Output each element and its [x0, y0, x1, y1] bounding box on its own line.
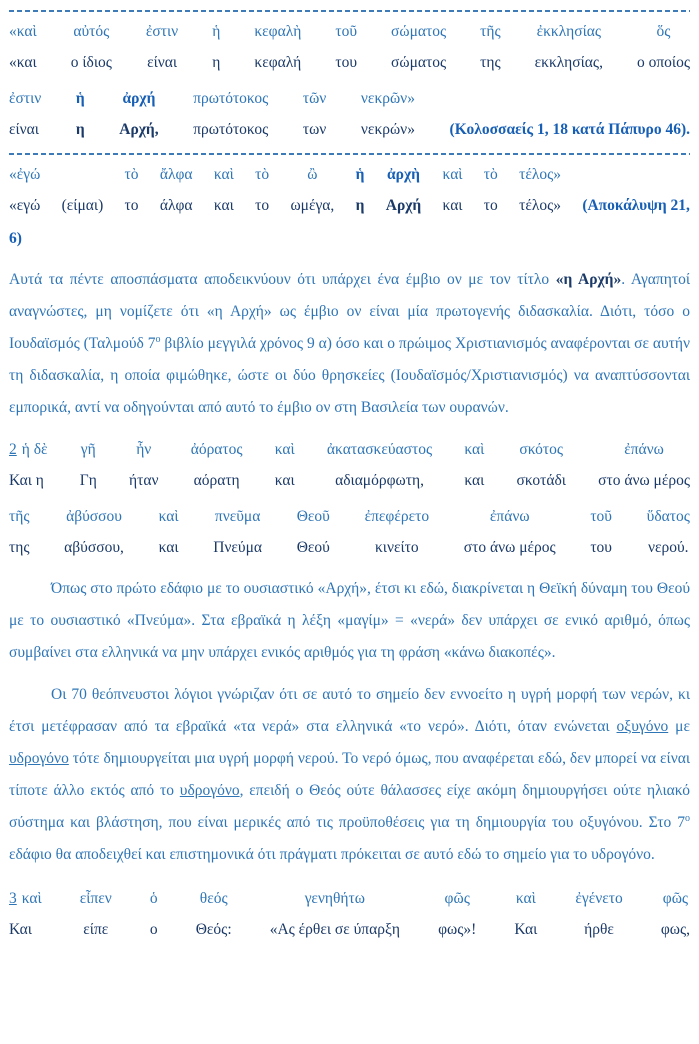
ancient-word: τὸ — [124, 166, 139, 183]
word-cell — [356, 159, 365, 221]
ancient-word: γενηθήτω — [304, 890, 365, 907]
ancient-word: καὶ — [515, 890, 536, 907]
ancient-word: ἀρχὴ — [387, 166, 420, 183]
word-cell — [464, 501, 556, 563]
modern-word: των — [302, 121, 327, 138]
ancient-word: ἐστιν — [9, 90, 42, 107]
ancient-word: ἐπάνω — [489, 508, 530, 525]
ancient-word — [62, 159, 104, 190]
ancient-word: καὶ — [274, 441, 295, 458]
body-paragraph-archi-pneuma — [9, 573, 690, 669]
word-cell — [80, 434, 97, 496]
modern-word: κινείτο — [375, 539, 419, 556]
modern-word: είναι — [9, 121, 39, 138]
ancient-word: τοῦ — [335, 23, 358, 40]
modern-word: πρωτότοκος — [193, 121, 269, 138]
ancient-word: πρωτότοκος — [193, 90, 269, 107]
word-cell — [255, 159, 269, 221]
ancient-word: «ἐγώ — [9, 166, 41, 183]
word-cell — [191, 434, 243, 496]
modern-word: Αρχή — [385, 197, 422, 214]
word-cell — [290, 159, 334, 221]
ancient-word: τῆς — [480, 23, 501, 40]
modern-word: σώματος — [391, 54, 447, 71]
underlined-term: οξυγόνο — [616, 718, 669, 735]
word-cell — [9, 16, 37, 78]
word-cell — [327, 434, 432, 496]
modern-word: και — [442, 197, 463, 214]
word-cell — [213, 501, 262, 563]
dashed-separator-middle — [9, 153, 690, 155]
word-cell — [146, 16, 178, 78]
word-cell — [514, 883, 537, 945]
modern-word: κεφαλή — [254, 54, 302, 71]
ancient-word: ἡ — [212, 23, 221, 40]
ancient-word: τὸ — [255, 166, 270, 183]
text-run: Όπως στο πρώτο εδάφιο με το ουσιαστικό «Αρχή», έτσι κι εδώ, διακρίνεται η Θεϊκή δύναμη του Θεού με το ουσιαστικό «Πνεύμα». Στα εβραϊκά η λέξη «μαγίμ» = «νερά» δεν υπάρχει σε ενικό αριθμό, όπως συμβαίνει στα ελληνικά να μην υπάρχει ενικός αριθμός για τη φράση «κάνω διακοπές». — [9, 580, 690, 661]
body-paragraph-seventy-scholars — [9, 679, 690, 871]
word-cell — [62, 159, 104, 221]
word-cell — [480, 16, 500, 78]
ancient-word: ὅς — [656, 23, 671, 40]
ancient-word: «καὶ — [9, 23, 37, 40]
word-cell — [365, 501, 430, 563]
ancient-word: γῆ — [80, 441, 96, 458]
modern-word: και — [464, 472, 485, 489]
ancient-word: ἀρχή — [122, 90, 156, 107]
word-cell — [484, 159, 498, 221]
verse-number: 3 — [9, 890, 17, 907]
word-cell — [386, 159, 421, 221]
modern-word: άλφα — [159, 197, 193, 214]
ancient-word: ἐπάνω — [624, 441, 664, 458]
word-cell — [519, 159, 561, 221]
modern-word: σκοτάδι — [516, 472, 566, 489]
modern-word: αδιαμόρφωτη, — [335, 472, 424, 489]
verse-row — [9, 159, 690, 221]
citation-spacer — [582, 159, 690, 190]
ancient-word: ὢ — [307, 166, 318, 183]
text-run: ο — [155, 333, 161, 345]
ancient-word: 3 καὶ — [9, 890, 42, 907]
modern-word: το — [483, 197, 498, 214]
word-cell — [212, 16, 220, 78]
modern-word: Θεού — [296, 539, 330, 556]
verse-row — [9, 434, 690, 496]
dashed-separator-top — [9, 10, 690, 12]
verse-row — [9, 16, 690, 78]
ancient-word: πνεῦμα — [214, 508, 261, 525]
ancient-word: ἀβύσσου — [66, 508, 122, 525]
word-cell — [647, 501, 690, 563]
word-cell — [119, 83, 158, 145]
ancient-word: 2 ἡ δὲ — [9, 441, 48, 458]
word-cell — [361, 83, 415, 145]
text-run: , επειδή ο Θεός ούτε θάλασσες είχε ακόμη δημιουργήσει ούτε ηλιακό σύστημα και βλάστηση, που είναι μερικές από τις προϋποθέσεις για τη δημιουργία του οξυγόνου. Στο 7 — [9, 782, 690, 831]
word-cell — [464, 434, 484, 496]
modern-word: ο — [149, 921, 158, 938]
body-paragraph-five-excerpts — [9, 264, 690, 424]
word-cell — [9, 83, 41, 145]
word-cell — [637, 16, 690, 78]
verse-block-colossians-1-18 — [9, 16, 690, 145]
underlined-term: υδρογόνο — [179, 782, 240, 799]
word-cell — [159, 501, 179, 563]
ancient-word: ἀόρατος — [190, 441, 243, 458]
verse-block-revelation-21-6 — [9, 159, 690, 221]
underlined-term: υδρογόνο — [9, 750, 69, 767]
verse-block-genesis-1-2 — [9, 434, 690, 563]
modern-word: το — [124, 197, 139, 214]
ancient-word: ἐπεφέρετο — [364, 508, 430, 525]
modern-word: Γη — [79, 472, 97, 489]
ancient-word: σώματος — [391, 23, 447, 40]
modern-word: και — [158, 539, 179, 556]
word-cell — [391, 16, 446, 78]
ancient-word: τῆς — [9, 508, 30, 525]
modern-word: εκκλησίας, — [534, 54, 603, 71]
text-run: Αυτά τα πέντε αποσπάσματα αποδεικνύουν ότι υπάρχει ένα έμβιο ον με τον τίτλο — [9, 271, 556, 288]
ancient-word: καὶ — [442, 166, 463, 183]
ancient-word: ἐστιν — [145, 23, 179, 40]
modern-word: Και — [514, 921, 538, 938]
word-cell — [214, 159, 234, 221]
word-cell — [270, 883, 400, 945]
verse-number: 2 — [9, 441, 17, 458]
modern-word: φως, — [660, 921, 690, 938]
word-cell — [80, 883, 112, 945]
modern-word: ο ίδιος — [70, 54, 112, 71]
ancient-word: αὐτός — [73, 23, 110, 40]
text-run: με — [668, 718, 690, 735]
modern-word: «εγώ — [9, 197, 41, 214]
citation-continuation: 6) — [9, 230, 22, 247]
ancient-word: ἡ — [355, 166, 365, 183]
modern-word: της — [480, 54, 501, 71]
modern-word: νεκρών» — [360, 121, 415, 138]
modern-word: Και η — [9, 472, 44, 489]
ancient-word: κεφαλὴ — [254, 23, 302, 40]
ancient-word: νεκρῶν» — [360, 90, 415, 107]
word-cell — [76, 83, 85, 145]
ancient-word: καὶ — [213, 166, 234, 183]
word-cell — [9, 159, 40, 221]
ancient-word: τῶν — [302, 90, 327, 107]
modern-word: ο οποίος — [636, 54, 690, 71]
ancient-word: ἐκκλησίας — [536, 23, 602, 40]
word-cell — [9, 883, 42, 945]
modern-word: (είμαι) — [61, 197, 104, 214]
word-cell — [598, 434, 690, 496]
word-cell — [254, 16, 301, 78]
modern-word: Πνεύμα — [213, 539, 263, 556]
word-cell — [129, 434, 158, 496]
modern-word: ήταν — [129, 472, 159, 489]
word-cell — [275, 434, 295, 496]
word-cell — [196, 883, 232, 945]
word-cell — [443, 159, 463, 221]
ancient-word: ἡ — [75, 90, 85, 107]
modern-word: Θεός: — [195, 921, 232, 938]
word-cell — [517, 434, 566, 496]
word-cell — [297, 501, 330, 563]
modern-word: και — [274, 472, 295, 489]
modern-word: ήρθε — [584, 921, 614, 938]
modern-word: η — [212, 54, 221, 71]
ancient-word: φῶς — [662, 890, 689, 907]
ancient-word: Θεοῦ — [296, 508, 330, 525]
verse-row — [9, 883, 690, 945]
modern-word: Αρχή, — [119, 121, 159, 138]
bold-term: «η Αρχή» — [555, 271, 622, 288]
text-run: εδάφιο θα αποδειχθεί και επιστημονικά ότι πράγματι πρόκειται σε αυτό εδώ το σημείο για το υδρογόνο. — [9, 846, 655, 863]
word-cell — [160, 159, 193, 221]
word-cell — [71, 16, 112, 78]
modern-word: της — [9, 539, 30, 556]
modern-word: είναι — [147, 54, 178, 71]
modern-word: είπε — [83, 921, 109, 938]
citation-cell — [450, 83, 690, 145]
modern-word: «και — [9, 54, 37, 71]
text-run: . Αγαπητοί αναγνώστες, μη νομίζετε ότι «η Αρχή» ως έμβιο ον είναι μία πρωτογενής διδασκαλία. Διότι, τόσο ο Ιουδαϊσμός (Ταλμούδ 7 — [9, 271, 690, 352]
ancient-word: καὶ — [464, 441, 485, 458]
word-cell — [9, 501, 29, 563]
text-run: Οι 70 θεόπνευστοι λόγιοι γνώριζαν ότι σε αυτό το σημείο δεν εννοείτο η υγρή μορφή των νερών, κι έτσι μετέφρασαν από τα εβραϊκά «τα νερά» στα ελληνικά «το νερό». Διότι, όταν ενώνεται — [9, 686, 690, 735]
ancient-word: ὁ — [149, 890, 158, 907]
ancient-word: ἦν — [136, 441, 152, 458]
ancient-word: τέλος» — [519, 166, 561, 183]
text-run: τότε δημιουργείται μια υγρή μορφή νερού. Το νερό όμως, που αναφέρεται εδώ, δεν μπορεί να είναι τίποτε άλλο εκτός από το — [9, 750, 690, 799]
modern-word: φως»! — [438, 921, 477, 938]
ancient-word: τὸ — [483, 166, 498, 183]
modern-word: αόρατη — [193, 472, 240, 489]
ancient-word: εἶπεν — [79, 890, 112, 907]
ancient-word: σκότος — [519, 441, 564, 458]
modern-word: η — [355, 197, 365, 214]
word-cell — [125, 159, 139, 221]
ancient-word: ἀκατασκεύαστος — [326, 441, 433, 458]
word-cell — [535, 16, 603, 78]
ancient-word: καὶ — [158, 508, 179, 525]
modern-word: «Ας έρθει σε ύπαρξη — [269, 921, 401, 938]
ancient-word: θεός — [199, 890, 228, 907]
modern-word: το — [255, 197, 270, 214]
modern-word: η — [75, 121, 85, 138]
word-cell — [661, 883, 690, 945]
verse-citation: (Αποκάλυψη 21, — [582, 197, 690, 214]
word-cell — [575, 883, 622, 945]
verse-row — [9, 83, 690, 145]
modern-word: του — [590, 539, 612, 556]
citation-cell — [582, 159, 690, 221]
ancient-word: φῶς — [444, 890, 470, 907]
ancient-word: ὕδατος — [646, 508, 690, 525]
word-cell — [193, 83, 268, 145]
ancient-word: τοῦ — [590, 508, 612, 525]
ancient-word: ἐγένετο — [575, 890, 623, 907]
word-cell — [64, 501, 124, 563]
verse-citation: (Κολοσσαείς 1, 18 κατά Πάπυρο 46). — [449, 121, 690, 138]
word-cell — [335, 16, 357, 78]
modern-word: ωμέγα, — [290, 197, 335, 214]
verse-row — [9, 501, 690, 563]
word-cell — [150, 883, 158, 945]
modern-word: τέλος» — [519, 197, 561, 214]
modern-word: στο άνω μέρος — [463, 539, 556, 556]
modern-word: στο άνω μέρος — [598, 472, 690, 489]
word-cell — [9, 434, 48, 496]
verse-block-genesis-1-3 — [9, 883, 690, 945]
modern-word: Και — [9, 921, 32, 938]
modern-word: νερού. — [648, 539, 689, 556]
modern-word: αβύσσου, — [64, 539, 124, 556]
word-cell — [590, 501, 612, 563]
modern-word: και — [213, 197, 234, 214]
text-run: βιβλίο μεγγιλά χρόνος 9 α) όσο και ο πρώιμος Χριστιανισμός αναφέρονται σε αυτήν τη διδασκαλία, η οποία φιμώθηκε, ώστε οι δύο θρησκείες (Ιουδαϊσμός/Χριστιανισμός) να αναπτύσσονται εμπορικά, αντί να οδηγούνται από αυτό το έμβιο ον στη Βασιλεία των ουρανών. — [9, 335, 690, 416]
modern-word: του — [335, 54, 358, 71]
ancient-word: ἄλφα — [159, 166, 193, 183]
word-cell — [438, 883, 476, 945]
word-cell — [303, 83, 326, 145]
citation-spacer — [450, 83, 690, 114]
text-run: ο — [685, 812, 690, 824]
